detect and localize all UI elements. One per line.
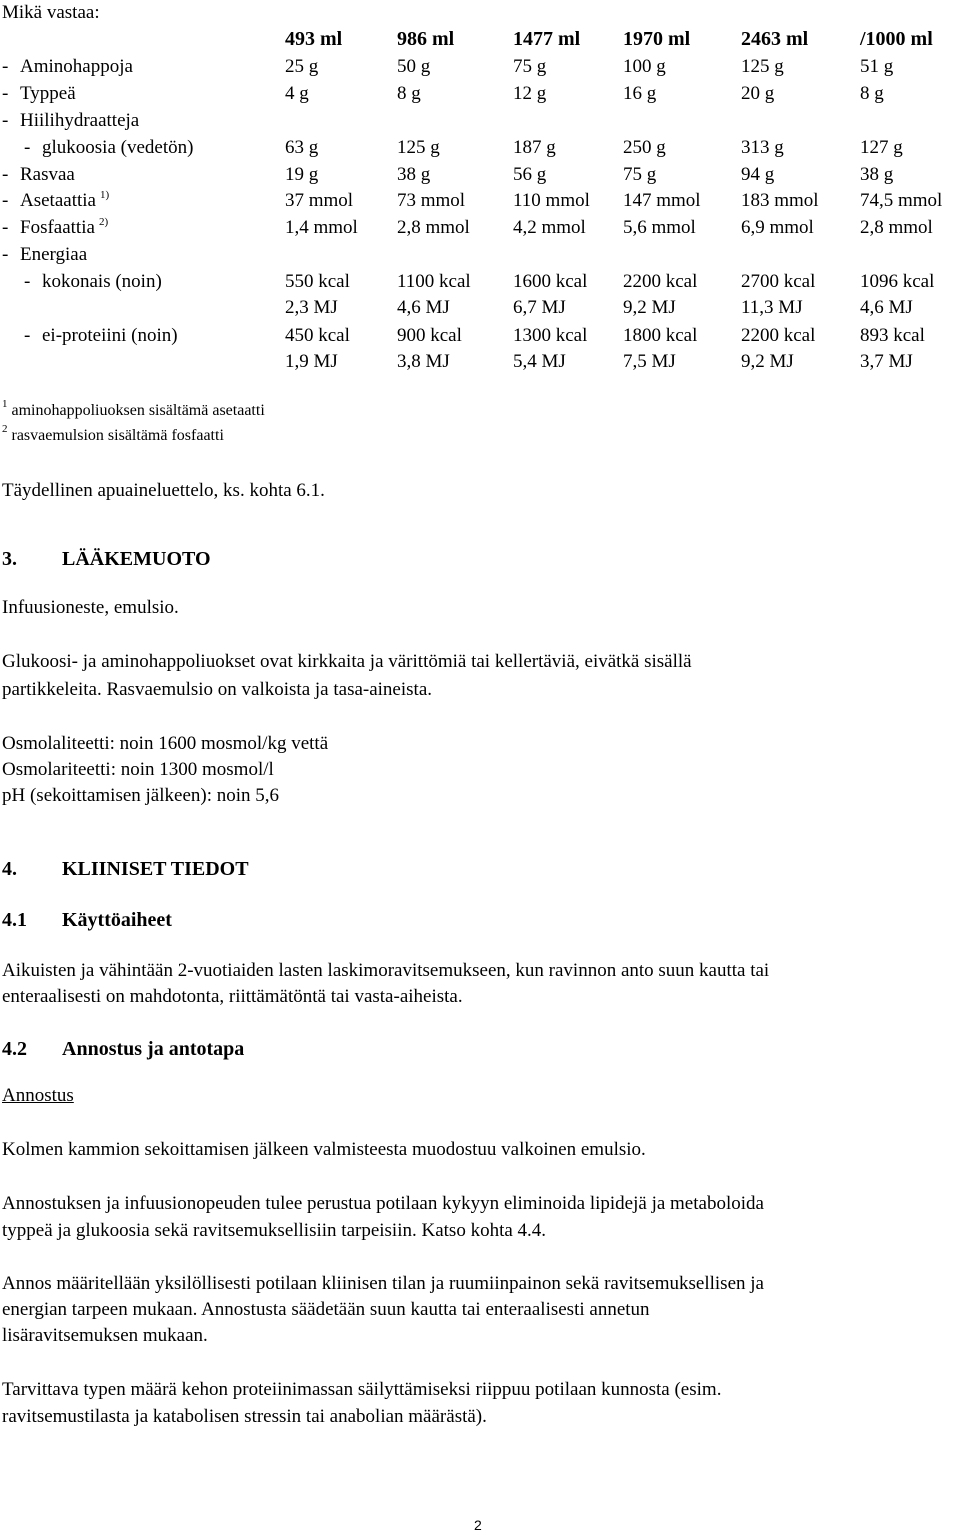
row-dash: - [24, 271, 31, 292]
row-label-text: Typpeä [20, 83, 76, 104]
table-cell: 1096 kcal [860, 271, 935, 292]
dosage-paragraph-1: Kolmen kammion sekoittamisen jälkeen valmisteesta muodostuu valkoinen emulsio. [2, 1139, 646, 1160]
table-cell: 183 mmol [741, 190, 819, 211]
table-cell: 19 g [285, 164, 319, 185]
dosage-subheading: Annostus [2, 1085, 74, 1106]
volume-header: 1477 ml [513, 28, 581, 50]
row-label-text: Aminohappoja [20, 56, 133, 77]
dosage-paragraph-4-line-1: Tarvittava typen määrä kehon proteiinimassan säilyttämiseksi riippuu potilaan kunnosta (esim. [2, 1379, 722, 1400]
table-cell: 63 g [285, 137, 319, 158]
row-dash: - [2, 110, 9, 131]
dosage-paragraph-2-line-1: Annostuksen ja infuusionopeuden tulee perustua potilaan kykyyn eliminoida lipidejä ja metaboloida [2, 1193, 764, 1214]
table-cell: 51 g [860, 56, 894, 77]
table-cell: 187 g [513, 137, 556, 158]
table-cell: 1,9 MJ [285, 351, 338, 372]
table-cell: 4,2 mmol [513, 217, 586, 238]
table-cell: 2,8 mmol [860, 217, 933, 238]
section-4-2-title: Annostus ja antotapa [62, 1038, 245, 1060]
table-cell: 1,4 mmol [285, 217, 358, 238]
table-cell: 1600 kcal [513, 271, 588, 292]
osmolality: Osmolaliteetti: noin 1600 mosmol/kg vettä [2, 733, 329, 754]
row-label-text: ei-proteiini (noin) [42, 325, 178, 346]
row-label [20, 218, 108, 237]
table-cell: 127 g [860, 137, 903, 158]
row-label [20, 84, 76, 103]
table-cell: 250 g [623, 137, 666, 158]
row-label-footnote-marker: 2) [98, 216, 109, 228]
table-cell: 25 g [285, 56, 319, 77]
excipients-reference: Täydellinen apuaineluettelo, ks. kohta 6.1. [2, 480, 325, 501]
dosage-paragraph-3-line-2: energian tarpeen mukaan. Annostusta säädetään suun kautta tai enteraalisesti annetun [2, 1299, 650, 1320]
table-cell: 3,8 MJ [397, 351, 450, 372]
dosage-paragraph-2-line-2: typpeä ja glukoosia sekä ravitsemuksellisiin tarpeisiin. Katso kohta 4.4. [2, 1220, 547, 1241]
row-dash: - [24, 325, 31, 346]
table-cell: 893 kcal [860, 325, 925, 346]
footnote-2 [2, 423, 224, 444]
row-label [42, 272, 162, 291]
table-cell: 900 kcal [397, 325, 462, 346]
row-label-text: Hiilihydraatteja [20, 110, 140, 131]
pharmaceutical-form: Infuusioneste, emulsio. [2, 597, 179, 618]
table-cell: 56 g [513, 164, 547, 185]
volume-header: /1000 ml [860, 28, 933, 50]
table-cell: 5,6 mmol [623, 217, 696, 238]
table-cell: 1300 kcal [513, 325, 588, 346]
table-cell: 3,7 MJ [860, 351, 913, 372]
footnote-1-number: 1 [2, 398, 8, 410]
footnote-1-text: aminohappoliuoksen sisältämä asetaatti [11, 402, 265, 419]
table-cell: 2700 kcal [741, 271, 816, 292]
row-label [20, 57, 133, 76]
appearance-line-2: partikkeleita. Rasvaemulsio on valkoista ja tasa-aineista. [2, 679, 433, 700]
section-3-number: 3. [2, 548, 17, 570]
table-cell: 1800 kcal [623, 325, 698, 346]
table-cell: 6,7 MJ [513, 297, 566, 318]
row-dash: - [2, 56, 9, 77]
table-cell: 313 g [741, 137, 784, 158]
table-cell: 2200 kcal [623, 271, 698, 292]
section-3-title: LÄÄKEMUOTO [62, 548, 211, 570]
volume-header: 493 ml [285, 28, 343, 50]
table-cell: 38 g [860, 164, 894, 185]
row-label-text: Fosfaattia [20, 217, 95, 238]
table-cell: 125 g [397, 137, 440, 158]
row-label [42, 138, 193, 157]
volume-header: 2463 ml [741, 28, 809, 50]
row-label-text: Asetaattia [20, 190, 96, 211]
dosage-paragraph-3-line-3: lisäravitsemuksen mukaan. [2, 1325, 208, 1346]
volume-header: 1970 ml [623, 28, 691, 50]
table-cell: 75 g [513, 56, 547, 77]
page-number: 2 [474, 1517, 482, 1533]
row-label-footnote-marker: 1) [99, 189, 110, 201]
row-label [20, 165, 75, 184]
section-4-title: KLIINISET TIEDOT [62, 858, 249, 880]
table-cell: 94 g [741, 164, 775, 185]
row-dash: - [2, 83, 9, 104]
table-cell: 2,3 MJ [285, 297, 338, 318]
dosage-paragraph-3-line-1: Annos määritellään yksilöllisesti potilaan kliinisen tilan ja ruumiinpainon sekä ravitsemuksellisen ja [2, 1273, 764, 1294]
dosage-paragraph-4-line-2: ravitsemustilasta ja katabolisen stressin tai anabolian määrästä). [2, 1406, 487, 1427]
section-4-1-title: Käyttöaiheet [62, 909, 172, 931]
indications-line-1: Aikuisten ja vähintään 2-vuotiaiden lasten laskimoravitsemukseen, kun ravinnon anto suun kautta tai [2, 960, 770, 981]
footnote-1 [2, 398, 265, 419]
appearance-line-1: Glukoosi- ja aminohappoliuokset ovat kirkkaita ja värittömiä tai kellertäviä, eivätkä sisällä [2, 651, 692, 672]
row-dash: - [2, 244, 9, 265]
table-cell: 8 g [860, 83, 884, 104]
table-cell: 100 g [623, 56, 666, 77]
table-cell: 11,3 MJ [741, 297, 803, 318]
table-cell: 4,6 MJ [397, 297, 450, 318]
table-cell: 73 mmol [397, 190, 466, 211]
footnote-2-number: 2 [2, 423, 8, 435]
row-label-text: Rasvaa [20, 164, 75, 185]
table-cell: 12 g [513, 83, 547, 104]
row-label-text: glukoosia (vedetön) [42, 137, 194, 158]
table-cell: 2,8 mmol [397, 217, 470, 238]
footnote-2-text: rasvaemulsion sisältämä fosfaatti [11, 427, 224, 444]
volume-header: 986 ml [397, 28, 455, 50]
intro-text: Mikä vastaa: [2, 2, 100, 23]
table-cell: 5,4 MJ [513, 351, 566, 372]
table-cell: 550 kcal [285, 271, 350, 292]
table-cell: 8 g [397, 83, 421, 104]
section-4-number: 4. [2, 858, 17, 880]
table-cell: 38 g [397, 164, 431, 185]
row-label [42, 326, 178, 345]
row-label [20, 245, 87, 264]
table-cell: 16 g [623, 83, 657, 104]
table-cell: 4 g [285, 83, 309, 104]
table-cell: 9,2 MJ [623, 297, 676, 318]
table-cell: 74,5 mmol [860, 190, 943, 211]
section-4-1-number: 4.1 [2, 909, 27, 931]
table-cell: 7,5 MJ [623, 351, 676, 372]
row-label [20, 191, 109, 210]
indications-line-2: enteraalisesti on mahdotonta, riittämätöntä tai vasta-aiheista. [2, 986, 463, 1007]
table-cell: 125 g [741, 56, 784, 77]
table-cell: 6,9 mmol [741, 217, 814, 238]
table-cell: 75 g [623, 164, 657, 185]
table-cell: 4,6 MJ [860, 297, 913, 318]
ph-value: pH (sekoittamisen jälkeen): noin 5,6 [2, 785, 280, 806]
osmolarity: Osmolariteetti: noin 1300 mosmol/l [2, 759, 274, 780]
row-dash: - [2, 217, 9, 238]
table-cell: 50 g [397, 56, 431, 77]
table-cell: 2200 kcal [741, 325, 816, 346]
section-4-2-number: 4.2 [2, 1038, 27, 1060]
row-label [20, 111, 139, 130]
row-dash: - [24, 137, 31, 158]
row-dash: - [2, 190, 9, 211]
table-cell: 9,2 MJ [741, 351, 794, 372]
row-label-text: Energiaa [20, 244, 88, 265]
table-cell: 1100 kcal [397, 271, 471, 292]
row-dash: - [2, 164, 9, 185]
table-cell: 110 mmol [513, 190, 590, 211]
table-cell: 450 kcal [285, 325, 350, 346]
table-cell: 37 mmol [285, 190, 354, 211]
table-cell: 147 mmol [623, 190, 701, 211]
table-cell: 20 g [741, 83, 775, 104]
row-label-text: kokonais (noin) [42, 271, 162, 292]
